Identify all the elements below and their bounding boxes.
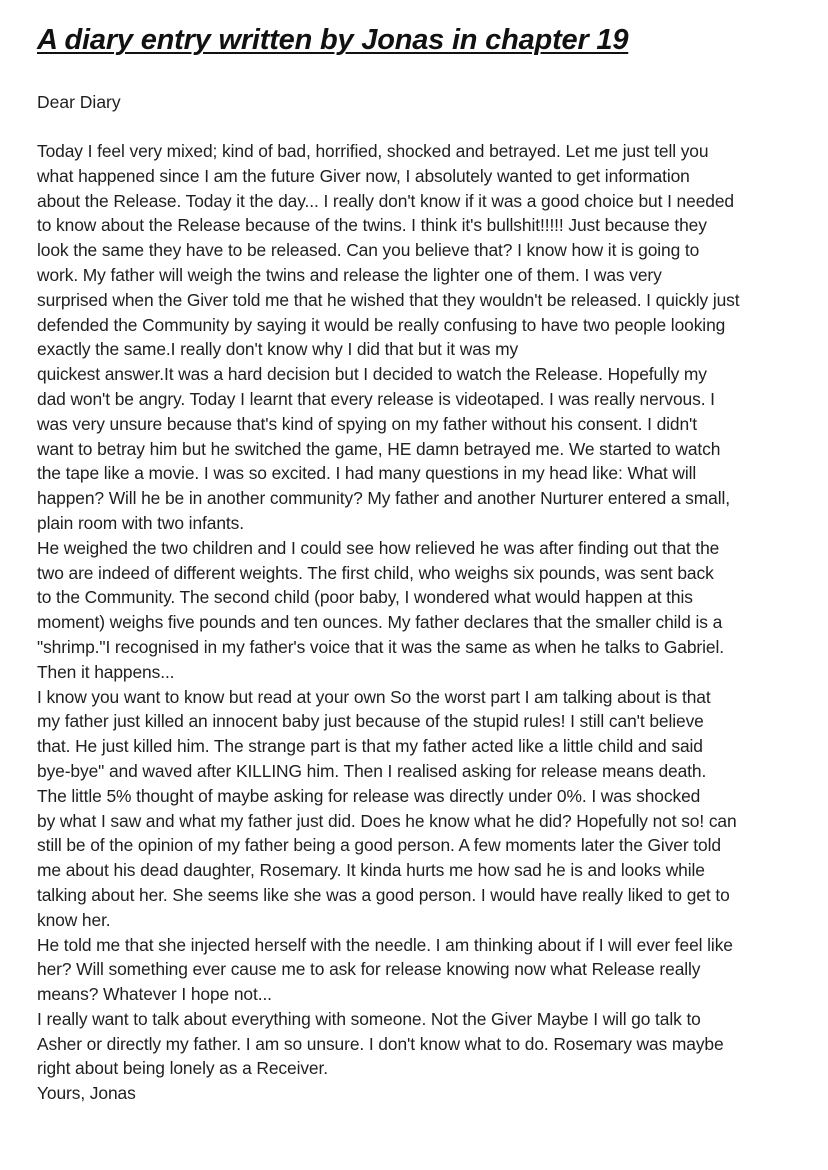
body-line: I know you want to know but read at your own So the worst part I am talking about is that: [37, 686, 711, 707]
body-line: to the Community. The second child (poor baby, I wondered what would happen at this: [37, 587, 693, 608]
body-line: Today I feel very mixed; kind of bad, horrified, shocked and betrayed. Let me just tell you: [37, 141, 709, 161]
body-line: my father just killed an innocent baby just because of the stupid rules! I still can't believe: [37, 711, 704, 732]
body-line: want to betray him but he switched the game, HE damn betrayed me. We started to watch: [37, 438, 721, 459]
body-line: dad won't be angry. Today I learnt that every release is videotaped. I was really nervous. I: [37, 388, 715, 409]
body-line: was very unsure because that's kind of spying on my father without his consent. I didn't: [37, 413, 698, 434]
body-line: quickest answer.It was a hard decision but I decided to watch the Release. Hopefully my: [37, 364, 707, 385]
body-line: I really want to talk about everything with someone. Not the Giver Maybe I will go talk to: [37, 1008, 701, 1029]
body-line: look the same they have to be released. Can you believe that? I know how it is going to: [37, 240, 700, 261]
body-line: the tape like a movie. I was so excited. I had many questions in my head like: What will: [37, 463, 697, 484]
body-line: Then it happens...: [37, 661, 175, 682]
body-line: surprised when the Giver told me that he wished that they wouldn't be released. I quickly just: [37, 289, 740, 310]
body-line: right about being lonely as a Receiver.: [37, 1058, 328, 1079]
salutation: Dear Diary: [37, 92, 121, 112]
body-line: still be of the opinion of my father being a good person. A few moments later the Giver told: [37, 835, 721, 856]
body-line: exactly the same.I really don't know why I did that but it was my: [37, 339, 519, 360]
body-line: to know about the Release because of the twins. I think it's bullshit!!!!! Just because they: [37, 215, 707, 236]
body-line: means? Whatever I hope not...: [37, 984, 272, 1005]
body-line: moment) weighs five pounds and ten ounces. My father declares that the smaller child is a: [37, 612, 723, 633]
body-line: He weighed the two children and I could see how relieved he was after finding out that the: [37, 537, 720, 558]
body-line: plain room with two infants.: [37, 512, 244, 533]
body-line: what happened since I am the future Giver now, I absolutely wanted to get information: [37, 165, 690, 186]
body-line: talking about her. She seems like she was a good person. I would have really liked to get to: [37, 884, 730, 905]
body-line: work. My father will weigh the twins and release the lighter one of them. I was very: [37, 264, 662, 285]
body-line: He told me that she injected herself with the needle. I am thinking about if I will ever feel like: [37, 934, 733, 955]
body-line: happen? Will he be in another community? My father and another Nurturer entered a small,: [37, 488, 730, 509]
body-line: "shrimp."I recognised in my father's voice that it was the same as when he talks to Gabriel.: [37, 636, 724, 657]
body-line: that. He just killed him. The strange part is that my father acted like a little child and said: [37, 736, 703, 757]
body-line: defended the Community by saying it would be really confusing to have two people looking: [37, 314, 726, 335]
body-line: her? Will something ever cause me to ask for release knowing now what Release really: [37, 959, 701, 980]
page-title: A diary entry written by Jonas in chapter 19: [37, 24, 629, 56]
body-line: by what I saw and what my father just did. Does he know what he did? Hopefully not so! can: [37, 810, 737, 831]
body-line: me about his dead daughter, Rosemary. It kinda hurts me how sad he is and looks while: [37, 860, 705, 881]
signature-line: Yours, Jonas: [37, 1083, 136, 1104]
body-line: two are indeed of different weights. The first child, who weighs six pounds, was sent back: [37, 562, 714, 583]
body-line: Asher or directly my father. I am so unsure. I don't know what to do. Rosemary was maybe: [37, 1033, 724, 1054]
body-line: know her.: [37, 909, 111, 930]
diary-body: [37, 139, 822, 1106]
body-line: bye-bye" and waved after KILLING him. Then I realised asking for release means death.: [37, 760, 707, 781]
body-line: about the Release. Today it the day... I really don't know if it was a good choice but I needed: [37, 190, 734, 211]
body-line: The little 5% thought of maybe asking for release was directly under 0%. I was shocked: [37, 785, 701, 806]
